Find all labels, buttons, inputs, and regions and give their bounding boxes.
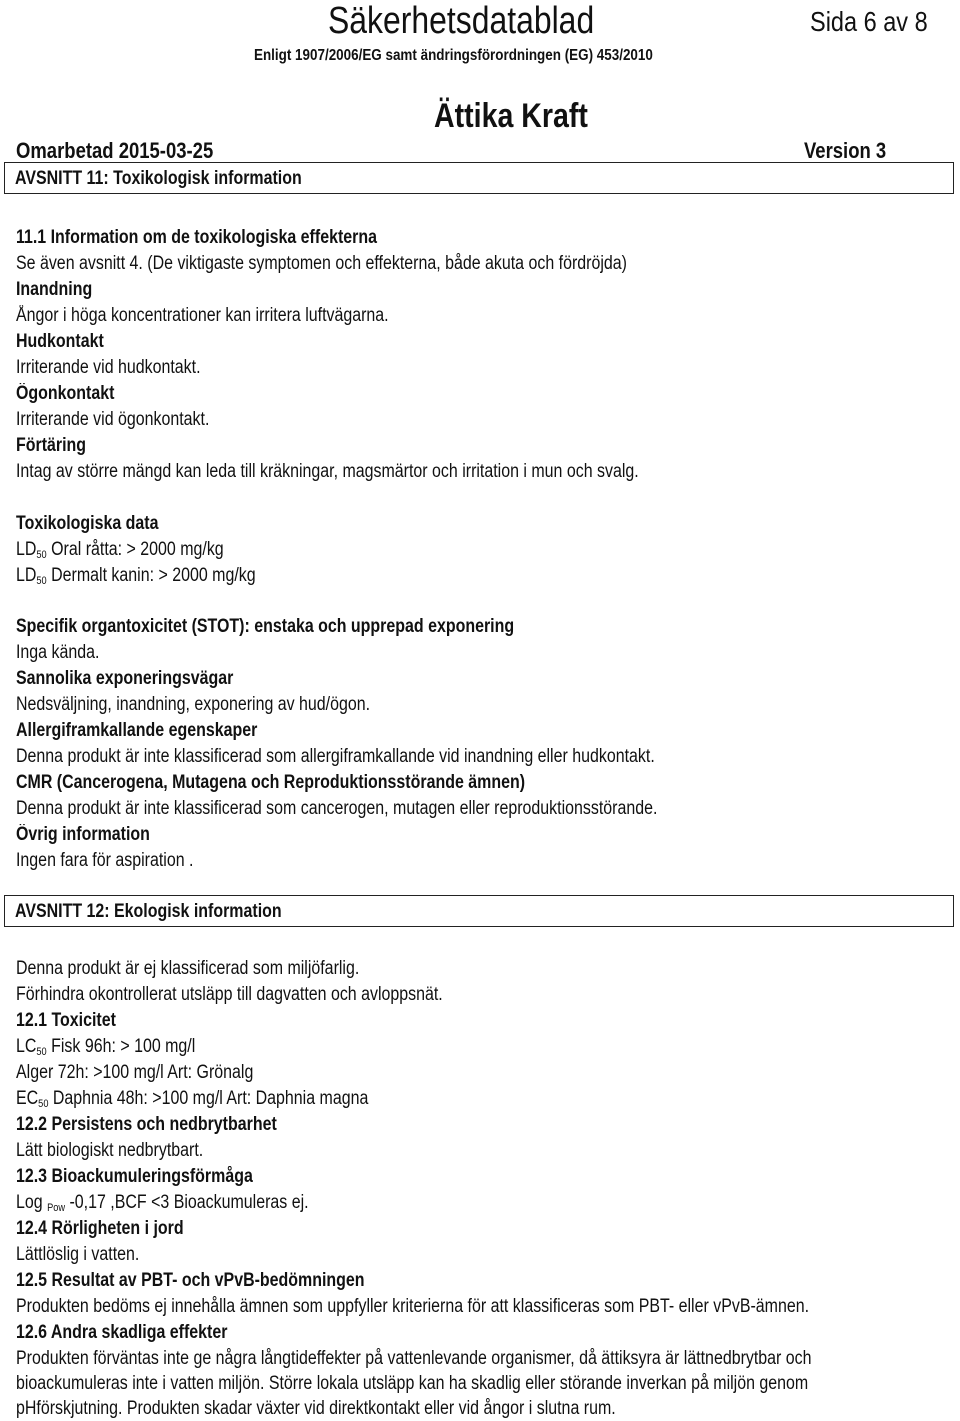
document-title: Säkerhetsdatablad (328, 0, 595, 42)
eco-intro-2: Förhindra okontrollerat utsläpp till dagvatten och avloppsnät. (16, 984, 443, 1005)
bioaccumulation-text: Log $_{Pow}$ -0,17 ,BCF <3 Bioackumuleras ej. (16, 1192, 309, 1214)
inhalation-text: Ångor i höga koncentrationer kan irritera luftvägarna. (16, 305, 389, 326)
pbt-heading: 12.5 Resultat av PBT- och vPvB-bedömningen (16, 1270, 365, 1291)
see-also-text: Se även avsnitt 4. (De viktigaste symptomen och effekterna, både akuta och fördröjda) (16, 253, 627, 274)
stot-heading: Specifik organtoxicitet (STOT): enstaka och upprepad exponering (16, 616, 515, 637)
page-number: Sida 6 av 8 (810, 6, 928, 37)
lc50-fish: $LC_{50}$ Fisk 96h: > 100 mg/l (16, 1036, 196, 1058)
skin-heading: Hudkontakt (16, 331, 104, 352)
section-12-heading: AVSNITT 12: Ekologisk information (15, 901, 282, 922)
eye-heading: Ögonkontakt (16, 383, 115, 404)
regulation-line: Enligt 1907/2006/EG samt ändringsförordningen (EG) 453/2010 (254, 47, 653, 64)
other-effects-heading: 12.6 Andra skadliga effekter (16, 1322, 228, 1343)
section-11-heading: AVSNITT 11: Toxikologisk information (15, 168, 302, 189)
routes-heading: Sannolika exponeringsvägar (16, 668, 234, 689)
section-11-heading-box (4, 162, 954, 194)
section-11-1-heading: 11.1 Information om de toxikologiska effekterna (16, 227, 377, 248)
ld50-dermal: $LD_{50}$ Dermalt kanin: > 2000 mg/kg (16, 565, 256, 587)
persistence-text: Lätt biologiskt nedbrytbart. (16, 1140, 204, 1161)
allergy-text: Denna produkt är inte klassificerad som allergiframkallande vid inandning eller hudkontakt. (16, 746, 655, 767)
other-effects-text-3: pHförskjutning. Produkten skadar växter vid direktkontakt eller vid ångor i slutna rum. (16, 1398, 616, 1419)
mobility-heading: 12.4 Rörligheten i jord (16, 1218, 184, 1239)
skin-text: Irriterande vid hudkontakt. (16, 357, 201, 378)
pbt-text: Produkten bedöms ej innehålla ämnen som uppfyller kriterierna för att klassificeras som PBT- eller vPvB-ämnen. (16, 1296, 810, 1317)
eye-text: Irriterande vid ögonkontakt. (16, 409, 210, 430)
ingestion-text: Intag av större mängd kan leda till kräkningar, magsmärtor och irritation i mun och svalg. (16, 461, 639, 482)
persistence-heading: 12.2 Persistens och nedbrytbarhet (16, 1114, 277, 1135)
eco-intro-1: Denna produkt är ej klassificerad som miljöfarlig. (16, 958, 360, 979)
other-effects-text-1: Produkten förväntas inte ge några långtideffekter på vattenlevande organismer, då ättiksyra är lättnedbrytbar och (16, 1348, 812, 1369)
stot-text: Inga kända. (16, 642, 100, 663)
mobility-text: Lättlöslig i vatten. (16, 1244, 140, 1265)
other-info-text: Ingen fara för aspiration . (16, 850, 194, 871)
inhalation-heading: Inandning (16, 279, 93, 300)
tox-data-heading: Toxikologiska data (16, 513, 159, 534)
cmr-heading: CMR (Cancerogena, Mutagena och Reproduktionsstörande ämnen) (16, 772, 526, 793)
other-effects-text-2: bioackumuleras inte i vatten miljön. Större lokala utsläpp kan ha skadlig eller störande inverkan på miljön genom (16, 1373, 809, 1394)
version-label: Version 3 (804, 138, 887, 163)
section-12-heading-box (4, 895, 954, 927)
algae-toxicity: Alger 72h: >100 mg/l Art: Grönalg (16, 1062, 254, 1083)
bioaccumulation-heading: 12.3 Bioackumuleringsförmåga (16, 1166, 253, 1187)
routes-text: Nedsväljning, inandning, exponering av hud/ögon. (16, 694, 371, 715)
revision-date: Omarbetad 2015-03-25 (16, 138, 214, 163)
ingestion-heading: Förtäring (16, 435, 87, 456)
product-name: Ättika Kraft (434, 97, 588, 135)
allergy-heading: Allergiframkallande egenskaper (16, 720, 258, 741)
ld50-oral: $LD_{50}$ Oral råtta: > 2000 mg/kg (16, 539, 224, 561)
cmr-text: Denna produkt är inte klassificerad som cancerogen, mutagen eller reproduktionsstörande. (16, 798, 658, 819)
ec50-daphnia: $EC_{50}$ Daphnia 48h: >100 mg/l Art: Daphnia magna (16, 1088, 369, 1110)
other-info-heading: Övrig information (16, 824, 150, 845)
toxicity-heading: 12.1 Toxicitet (16, 1010, 116, 1031)
